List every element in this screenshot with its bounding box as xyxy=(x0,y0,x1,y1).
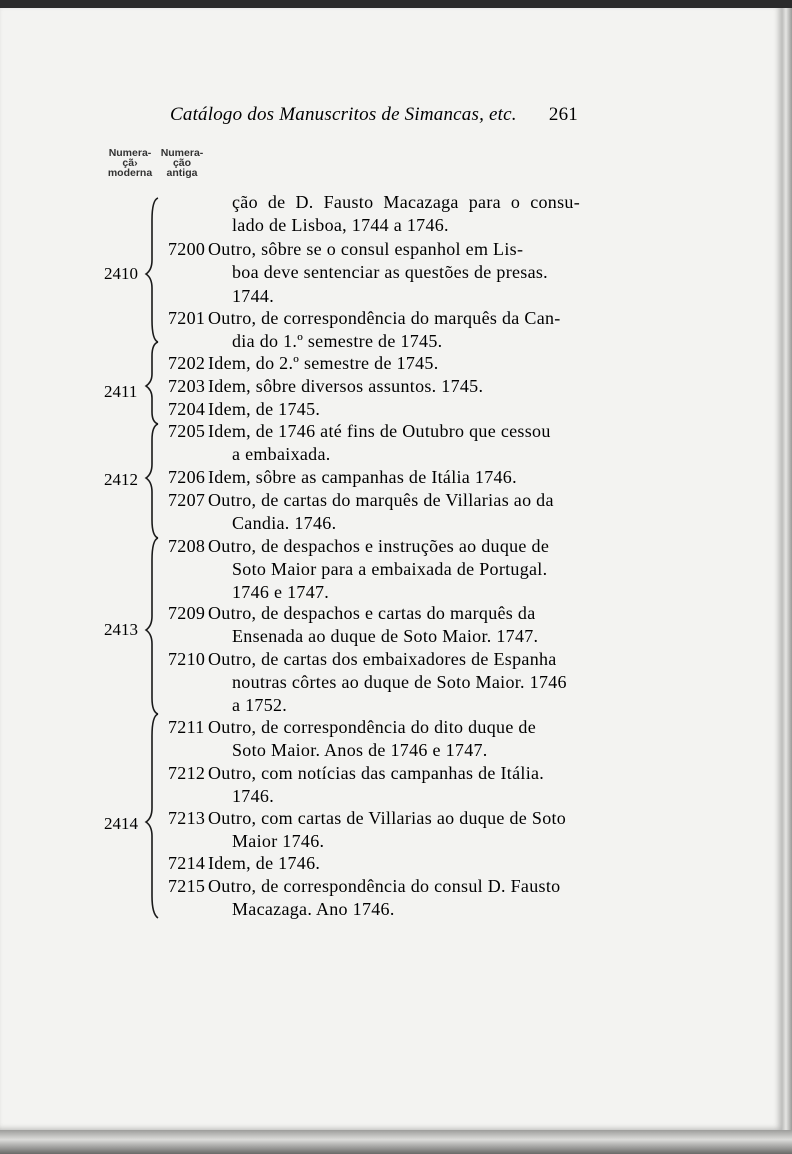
entry-text: dia do 1.º semestre de 1745. xyxy=(232,331,443,351)
entry-line xyxy=(232,260,580,284)
entry-text: Outro, de despachos e instruções ao duque de xyxy=(208,536,550,556)
column-header-line: Numera- xyxy=(108,147,152,159)
page-edge xyxy=(782,8,792,1148)
entry-line xyxy=(168,647,580,671)
entry-text: Candia. 1746. xyxy=(232,513,337,533)
entry-number: 7210 xyxy=(168,649,206,669)
entry-text: Outro, sôbre se o consul espanhol em Lis- xyxy=(208,239,524,259)
entry-line xyxy=(168,806,580,830)
entry-text: Idem, de 1745. xyxy=(208,399,321,419)
entry-number: 7202 xyxy=(168,353,206,373)
entry-text: noutras côrtes ao duque de Soto Maior. 1746 xyxy=(232,672,567,692)
entry-number: 7212 xyxy=(168,763,206,783)
group-number: 2410 xyxy=(104,264,138,283)
entry-line xyxy=(232,829,580,853)
entry-line xyxy=(168,601,580,625)
entry-text: ção de D. Fausto Macazaga para o consu- xyxy=(232,192,580,212)
entry-text: Outro, de cartas do marquês de Villarias ao da xyxy=(208,490,554,510)
entry-text: lado de Lisboa, 1744 a 1746. xyxy=(232,215,449,235)
entry-text: Idem, de 1746. xyxy=(208,853,321,873)
entry-line xyxy=(232,784,580,808)
entry-number: 7211 xyxy=(168,717,205,737)
entry-text: a 1752. xyxy=(232,695,288,715)
entry-line xyxy=(232,329,580,353)
entry-number: 7201 xyxy=(168,308,206,328)
entry-line xyxy=(168,419,580,443)
entry-line xyxy=(168,306,580,330)
entry-text: 1746 e 1747. xyxy=(232,582,330,602)
entry-text: 1744. xyxy=(232,286,274,306)
column-header-line: Numera- xyxy=(160,147,204,159)
entry-line xyxy=(232,190,580,214)
entry-line xyxy=(168,465,580,489)
entry-line xyxy=(232,284,580,308)
group-number: 2412 xyxy=(104,470,138,489)
entry-text: Soto Maior para a embaixada de Portugal. xyxy=(232,559,548,579)
entry-text: Outro, com notícias das campanhas de Itália. xyxy=(208,763,545,783)
entry-line xyxy=(232,557,580,581)
entry-line xyxy=(232,738,580,762)
column-header-old xyxy=(152,148,212,178)
entry-text: boa deve sentenciar as questões de presas. xyxy=(232,262,548,282)
entry-text: Ensenada ao duque de Soto Maior. 1747. xyxy=(232,626,539,646)
column-header-modern xyxy=(100,148,160,178)
column-header-line: moderna xyxy=(107,167,153,179)
column-header-line: çã› xyxy=(122,157,138,169)
entry-line xyxy=(232,897,580,921)
group-number: 2411 xyxy=(104,382,138,401)
entry-text: Macazaga. Ano 1746. xyxy=(232,899,395,919)
entry-line xyxy=(168,874,580,898)
entry-text: Maior 1746. xyxy=(232,831,325,851)
entry-number: 7214 xyxy=(168,853,206,873)
entry-text: a embaixada. xyxy=(232,444,331,464)
entry-line xyxy=(232,213,580,237)
entry-line xyxy=(168,397,580,421)
entry-number: 7203 xyxy=(168,376,206,396)
entry-text: Outro, de correspondência do consul D. Fausto xyxy=(208,876,561,896)
entry-line xyxy=(232,624,580,648)
entry-number: 7209 xyxy=(168,603,206,623)
group-number: 2413 xyxy=(104,620,138,639)
entry-text: Outro, de correspondência do marquês da Can- xyxy=(208,308,561,328)
entry-line xyxy=(168,715,580,739)
entry-text: Soto Maior. Anos de 1746 e 1747. xyxy=(232,740,488,760)
entry-line xyxy=(232,693,580,717)
entry-number: 7206 xyxy=(168,467,206,487)
running-head-title: Catálogo dos Manuscritos de Simancas, etc. xyxy=(170,104,517,125)
entry-text: Outro, de despachos e cartas do marquês da xyxy=(208,603,536,623)
entry-number: 7213 xyxy=(168,808,206,828)
entry-number: 7207 xyxy=(168,490,206,510)
entry-line xyxy=(168,534,580,558)
entry-text: Idem, sôbre diversos assuntos. 1745. xyxy=(208,376,484,396)
entry-text: Outro, de cartas dos embaixadores de Espanha xyxy=(208,649,557,669)
page-bottom-edge xyxy=(0,1130,792,1154)
entry-line xyxy=(168,851,580,875)
entry-text: Outro, de correspondência do dito duque de xyxy=(208,717,537,737)
entry-text: 1746. xyxy=(232,786,274,806)
entry-number: 7215 xyxy=(168,876,206,896)
entry-line xyxy=(232,511,580,535)
entry-number: 7200 xyxy=(168,239,206,259)
page-number: 261 xyxy=(548,104,578,125)
entry-number: 7204 xyxy=(168,399,206,419)
entry-line xyxy=(232,442,580,466)
entry-text: Outro, com cartas de Villarias ao duque de Soto xyxy=(208,808,567,828)
entry-number: 7208 xyxy=(168,536,206,556)
column-header-line: antiga xyxy=(166,167,198,179)
group-number: 2414 xyxy=(104,814,138,833)
entry-line xyxy=(168,351,580,375)
entry-line xyxy=(168,488,580,512)
entry-line xyxy=(168,237,580,261)
entry-line xyxy=(232,670,580,694)
entry-text: Idem, sôbre as campanhas de Itália 1746. xyxy=(208,467,517,487)
entry-number: 7205 xyxy=(168,421,206,441)
entry-text: Idem, de 1746 até fins de Outubro que cessou xyxy=(208,421,551,441)
entry-line xyxy=(168,374,580,398)
entry-line xyxy=(168,761,580,785)
running-head xyxy=(170,104,578,130)
column-header-line: ção xyxy=(172,157,192,169)
entry-text: Idem, do 2.º semestre de 1745. xyxy=(208,353,439,373)
